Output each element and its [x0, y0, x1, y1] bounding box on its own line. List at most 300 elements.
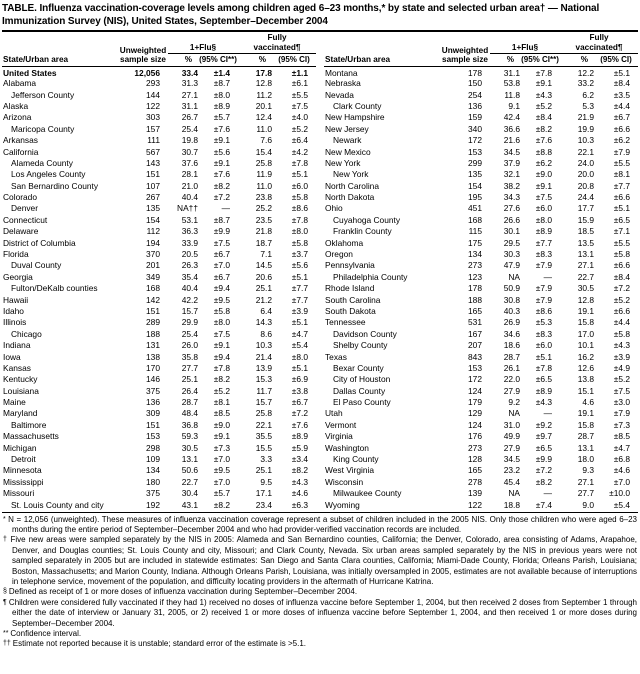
flu-pct-cell: 29.5	[503, 237, 520, 248]
flu-ci-cell: ±4.3	[535, 397, 552, 408]
fully-ci-cell: ±3.9	[291, 305, 308, 316]
sample-size-cell: 107	[146, 180, 160, 191]
sample-size-cell: 138	[146, 351, 160, 362]
area-cell: Philadelphia County	[333, 271, 408, 282]
area-cell: Utah	[325, 408, 343, 419]
table-row	[324, 465, 638, 476]
sample-size-cell: 109	[146, 454, 160, 465]
flu-pct-cell: 22.7	[181, 476, 198, 487]
flu-pct-cell: 49.9	[503, 431, 520, 442]
area-cell: Idaho	[3, 305, 24, 316]
sample-size-cell: 134	[146, 465, 160, 476]
sample-size-cell: 254	[468, 89, 482, 100]
flu-pct-cell: 53.8	[503, 78, 520, 89]
fully-ci-cell: ±8.5	[613, 431, 630, 442]
fully-pct-cell: 19.1	[577, 305, 594, 316]
sample-size-cell: 123	[468, 271, 482, 282]
flu-ci-cell: ±8.0	[213, 317, 230, 328]
sample-size-cell: 151	[146, 169, 160, 180]
area-cell: Nevada	[325, 89, 354, 100]
area-cell: Texas	[325, 351, 347, 362]
fully-ci-cell: ±7.7	[291, 283, 308, 294]
column-header-area: State/Urban area	[324, 32, 440, 66]
flu-pct-cell: 47.9	[503, 260, 520, 271]
area-cell: El Paso County	[333, 397, 391, 408]
fully-pct-cell: 9.3	[582, 465, 594, 476]
fully-ci-cell: ±5.5	[291, 89, 308, 100]
flu-pct-cell: 37.6	[181, 157, 198, 168]
area-cell: North Dakota	[325, 192, 375, 203]
fully-ci-cell: ±3.8	[291, 385, 308, 396]
column-header-fully-group	[560, 32, 638, 54]
fully-ci-cell: ±5.8	[613, 249, 630, 260]
fully-pct-cell: 15.8	[577, 317, 594, 328]
sample-size-cell: 122	[468, 499, 482, 510]
flu-ci-cell: ±8.2	[213, 180, 230, 191]
flu-ci-cell: ±8.0	[213, 89, 230, 100]
flu-pct-cell: 26.7	[181, 112, 198, 123]
flu-ci-cell: ±7.8	[535, 68, 552, 79]
sample-size-cell: 153	[468, 146, 482, 157]
flu-pct-cell: 30.5	[181, 442, 198, 453]
area-cell: Minnesota	[3, 465, 42, 476]
fully-ci-cell: ±3.9	[613, 351, 630, 362]
flu-pct-cell: 27.9	[503, 442, 520, 453]
sample-size-cell: 303	[146, 112, 160, 123]
area-cell: Chicago	[11, 328, 42, 339]
flu-ci-cell: ±7.9	[535, 283, 552, 294]
area-cell: New York	[325, 157, 361, 168]
table-row	[324, 283, 638, 294]
fully-ci-cell: ±5.8	[291, 192, 308, 203]
fully-ci-cell: ±5.4	[613, 499, 630, 510]
sample-size-cell: 112	[146, 226, 160, 237]
flu-ci-cell: ±9.1	[213, 431, 230, 442]
fully-ci-cell: ±6.6	[613, 192, 630, 203]
flu-pct-cell: 26.6	[503, 214, 520, 225]
table-row	[324, 157, 638, 168]
flu-pct-cell: 26.4	[181, 385, 198, 396]
fully-pct-cell: 11.0	[256, 123, 272, 134]
footnote-mark: *	[3, 515, 9, 523]
flu-pct-cell: 28.7	[181, 397, 198, 408]
table-row	[324, 385, 638, 396]
fully-ci-cell: ±7.8	[291, 214, 308, 225]
area-cell: Denver	[11, 203, 38, 214]
fully-ci-cell: ±5.1	[291, 362, 308, 373]
sample-size-cell: 153	[146, 431, 160, 442]
table-row	[2, 317, 316, 328]
flu-ci-cell: ±9.2	[535, 419, 552, 430]
fully-pct-cell: 25.1	[255, 283, 272, 294]
footnote	[3, 639, 637, 649]
table-row	[324, 146, 638, 157]
sample-size-cell: 267	[146, 192, 160, 203]
area-cell: City of Houston	[333, 374, 391, 385]
sample-size-cell: 340	[468, 123, 482, 134]
sample-size-cell: 143	[146, 157, 160, 168]
table-row	[2, 488, 316, 499]
fully-ci-cell: ±4.7	[291, 328, 308, 339]
fully-ci-cell: ±3.0	[613, 397, 630, 408]
column-header-fully-pct: %	[560, 54, 594, 67]
fully-pct-cell: 17.8	[255, 68, 272, 79]
fully-pct-cell: 14.3	[255, 317, 272, 328]
column-header-flu-ci: (95% CI**)	[520, 54, 560, 67]
area-cell: Maine	[3, 397, 26, 408]
sample-size-cell: 111	[147, 135, 160, 146]
fully-pct-cell: 15.4	[255, 146, 272, 157]
flu-ci-cell: ±9.9	[535, 454, 552, 465]
table-row	[2, 157, 316, 168]
sample-size-cell: 201	[146, 260, 160, 271]
table-row	[2, 112, 316, 123]
sample-size-cell: 207	[468, 340, 482, 351]
flu-pct-cell: 40.3	[503, 305, 520, 316]
fully-ci-cell: ±5.8	[291, 237, 308, 248]
table-row	[324, 499, 638, 510]
fully-pct-cell: 9.5	[260, 476, 272, 487]
area-cell: Milwaukee County	[333, 488, 402, 499]
flu-pct-cell: 13.1	[181, 454, 198, 465]
footnote-mark: ††	[3, 640, 13, 648]
fully-pct-cell: 22.1	[255, 419, 272, 430]
fully-ci-cell: ±6.8	[613, 454, 630, 465]
fully-ci-cell: ±7.2	[613, 283, 630, 294]
sample-size-cell: 309	[146, 408, 160, 419]
area-cell: Missouri	[3, 488, 35, 499]
sample-size-cell: 172	[468, 374, 482, 385]
table-row	[324, 454, 638, 465]
table-row	[324, 214, 638, 225]
flu-pct-cell: 50.9	[503, 283, 520, 294]
table-row	[2, 192, 316, 203]
flu-pct-cell: 27.6	[503, 203, 520, 214]
fully-ci-cell: ±6.6	[613, 260, 630, 271]
sample-size-cell: 139	[468, 488, 482, 499]
flu-ci-cell: ±5.7	[213, 488, 230, 499]
column-header-area: State/Urban area	[2, 32, 118, 66]
table-row	[2, 180, 316, 191]
flu-pct-cell: 50.6	[181, 465, 198, 476]
fully-pct-cell: 15.3	[255, 374, 272, 385]
area-cell: Pennsylvania	[325, 260, 375, 271]
fully-pct-cell: 14.5	[255, 260, 272, 271]
table-row	[2, 89, 316, 100]
flu-ci-cell: ±8.8	[535, 146, 552, 157]
flu-ci-cell: ±7.6	[535, 135, 552, 146]
flu-pct-cell: 25.4	[181, 328, 198, 339]
area-cell: North Carolina	[325, 180, 379, 191]
table-row	[2, 78, 316, 89]
area-cell: Montana	[325, 68, 358, 79]
fully-pct-cell: 19.1	[577, 408, 594, 419]
sample-size-cell: 135	[468, 169, 482, 180]
area-cell: Franklin County	[333, 226, 392, 237]
fully-ci-cell: ±7.2	[291, 408, 308, 419]
fully-pct-cell: 7.6	[260, 135, 272, 146]
fully-pct-cell: 11.0	[256, 180, 272, 191]
table-row	[324, 294, 638, 305]
flu-ci-cell: ±9.5	[213, 465, 230, 476]
fully-ci-cell: ±6.7	[291, 397, 308, 408]
fully-ci-cell: ±7.7	[613, 180, 630, 191]
flu-pct-cell: 42.4	[503, 112, 520, 123]
area-cell: Mississippi	[3, 476, 44, 487]
area-cell: Shelby County	[333, 340, 388, 351]
flu-ci-cell: ±7.7	[535, 237, 552, 248]
flu-ci-cell: ±7.5	[213, 237, 230, 248]
table-body-left	[2, 66, 316, 510]
flu-ci-cell: ±6.7	[213, 249, 230, 260]
fully-ci-cell: ±8.0	[291, 351, 308, 362]
flu-ci-cell: ±7.9	[535, 260, 552, 271]
column-header-fully-ci: (95% CI)	[272, 54, 316, 67]
fully-pct-cell: 17.7	[577, 203, 594, 214]
table-row	[324, 192, 638, 203]
flu-pct-cell: 34.5	[503, 454, 520, 465]
sample-size-cell: 157	[146, 123, 160, 134]
flu-pct-cell: 40.4	[181, 192, 198, 203]
sample-size-cell: 178	[468, 68, 482, 79]
sample-size-cell: 180	[146, 476, 160, 487]
table-title: TABLE. Influenza vaccination-coverage levels among children aged 6–23 months,* by state and selected urban area† — National Immunization Survey (NIS), United States, September–December 2004	[2, 3, 600, 27]
flu-pct-cell: 48.4	[181, 408, 198, 419]
flu-group-label: 1+Flu§	[511, 42, 539, 52]
table-row	[324, 112, 638, 123]
sample-size-cell: 168	[468, 214, 482, 225]
fully-pct-cell: 15.1	[577, 385, 594, 396]
sample-size-cell: 151	[146, 305, 160, 316]
table-row	[324, 271, 638, 282]
table-row	[324, 237, 638, 248]
fully-pct-cell: 9.0	[582, 499, 594, 510]
flu-ci-cell: ±8.9	[213, 100, 230, 111]
column-header-fully-group	[238, 32, 316, 54]
fully-pct-cell: 6.4	[260, 305, 272, 316]
column-header-flu-pct: %	[168, 54, 198, 67]
table-row	[324, 305, 638, 316]
footnote-text: N = 12,056 (unweighted). These measures of influenza vaccination coverage represent a subset of children included in the 2005 NIS. Only those children who were aged 6–23 months during the entire period of September–December 2004 and who had provider-verified vaccination records are included.	[8, 514, 638, 534]
fully-ci-cell: ±7.0	[613, 476, 630, 487]
fully-pct-cell: 27.1	[577, 260, 594, 271]
area-cell: Los Angeles County	[11, 169, 86, 180]
fully-pct-cell: 35.5	[255, 431, 272, 442]
table-right-half	[324, 32, 638, 511]
sample-size-cell: 146	[146, 374, 160, 385]
sample-size-cell: 293	[146, 78, 160, 89]
flu-pct-cell: 26.9	[503, 317, 520, 328]
flu-pct-cell: 30.8	[503, 294, 520, 305]
sample-size-cell: 124	[468, 385, 482, 396]
fully-pct-cell: 23.4	[255, 499, 272, 510]
area-cell: Cuyahoga County	[333, 214, 401, 225]
sample-size-cell: 188	[146, 328, 160, 339]
table-row	[2, 385, 316, 396]
table-row	[2, 66, 316, 77]
fully-pct-cell: 21.2	[255, 294, 272, 305]
fully-ci-cell: ±5.2	[291, 123, 308, 134]
area-cell: Baltimore	[11, 419, 47, 430]
flu-pct-cell: 27.7	[181, 362, 198, 373]
fully-pct-cell: 20.6	[255, 271, 272, 282]
flu-ci-cell: ±1.4	[213, 68, 230, 79]
data-table-right	[324, 32, 638, 511]
table-columns	[2, 32, 638, 511]
fully-ci-cell: ±7.5	[291, 100, 308, 111]
flu-ci-cell: ±7.5	[535, 192, 552, 203]
fully-ci-cell: ±5.1	[291, 169, 308, 180]
flu-pct-cell: 37.9	[503, 157, 520, 168]
fully-pct-cell: 25.8	[255, 408, 272, 419]
sample-size-cell: 375	[146, 488, 160, 499]
flu-pct-cell: 30.4	[181, 488, 198, 499]
flu-pct-cell: 53.1	[181, 214, 198, 225]
fully-ci-cell: ±7.1	[613, 226, 630, 237]
fully-ci-cell: ±7.9	[613, 408, 630, 419]
sample-size-cell: 843	[468, 351, 482, 362]
sample-size-cell: 159	[468, 112, 482, 123]
flu-ci-cell: ±7.6	[213, 169, 230, 180]
table-row	[2, 214, 316, 225]
sample-size-cell: 165	[468, 305, 482, 316]
table-row	[2, 431, 316, 442]
table-row	[324, 488, 638, 499]
fully-pct-cell: 28.7	[577, 431, 594, 442]
footnote-text: Estimate not reported because it is unstable; standard error of the estimate is >5.1.	[12, 639, 307, 649]
flu-ci-cell: ±9.4	[213, 283, 230, 294]
flu-ci-cell: ±5.3	[535, 317, 552, 328]
fully-pct-cell: 12.6	[577, 362, 594, 373]
fully-ci-cell: ±5.8	[613, 328, 630, 339]
column-header-sample: Unweighted sample size	[440, 32, 490, 66]
fully-pct-cell: 18.0	[577, 454, 594, 465]
table-row	[324, 419, 638, 430]
fully-pct-cell: 15.8	[577, 419, 594, 430]
flu-ci-cell: ±9.1	[213, 157, 230, 168]
flu-pct-cell: 18.6	[503, 340, 520, 351]
flu-pct-cell: 34.6	[503, 328, 520, 339]
table-row	[2, 340, 316, 351]
sample-size-cell: 122	[146, 100, 160, 111]
area-cell: Nebraska	[325, 78, 361, 89]
footnote-text: Five new areas were sampled separately by the NIS in 2005: Alameda and San Bernardino counties, California; the Denver, Colorado, area consisting of Adams, Arapahoe, Denver, and Douglas counties; St. Louis County and city, Missouri; and Clark County, Nevada. Six urban areas sampled separately by the NIS in previous years were not sampled separately in 2005 but are included in statewide estimates: San Diego and Santa Clara counties, California; Miami-Dade County, Florida; Orleans Parish, Louisiana; Boston, Massachusetts; and Marion County, Indiana. Although Orleans Parish, Louisiana, was initially oversampled in 2005, estimates are not available because of interruptions in telephone service, movement of the population, and difficulty locating providers in the aftermath of Hurricane Katrina.	[10, 535, 637, 586]
fully-ci-cell: ±6.4	[291, 135, 308, 146]
fully-ci-cell: ±6.3	[291, 499, 308, 510]
flu-pct-cell: NA††	[177, 203, 198, 214]
fully-ci-cell: ±5.2	[613, 374, 630, 385]
flu-pct-cell: 9.1	[508, 100, 520, 111]
table-row	[2, 408, 316, 419]
fully-pct-cell: 12.8	[577, 294, 594, 305]
area-cell: Washington	[325, 442, 369, 453]
area-cell: United States	[3, 68, 57, 79]
fully-pct-cell: 8.6	[260, 328, 272, 339]
table-row	[2, 294, 316, 305]
table-row	[324, 317, 638, 328]
table-row	[2, 260, 316, 271]
flu-ci-cell: ±7.9	[535, 294, 552, 305]
fully-pct-cell: 20.0	[577, 169, 594, 180]
flu-pct-cell: 30.1	[503, 226, 520, 237]
table-row	[2, 476, 316, 487]
table-row	[2, 419, 316, 430]
fully-pct-cell: 4.6	[582, 397, 594, 408]
flu-pct-cell: 36.3	[181, 226, 198, 237]
flu-pct-cell: 30.7	[181, 146, 198, 157]
flu-ci-cell: ±8.0	[535, 214, 552, 225]
table-row	[2, 169, 316, 180]
table-row	[324, 89, 638, 100]
table-row	[2, 442, 316, 453]
flu-ci-cell: ±7.3	[213, 442, 230, 453]
table-row	[324, 260, 638, 271]
area-cell: Maryland	[3, 408, 38, 419]
table-row	[2, 499, 316, 510]
sample-size-cell: 349	[146, 271, 160, 282]
flu-pct-cell: 28.1	[181, 169, 198, 180]
flu-ci-cell: ±8.7	[213, 78, 230, 89]
sample-size-cell: 192	[146, 499, 160, 510]
flu-ci-cell: ±5.8	[213, 305, 230, 316]
flu-pct-cell: 22.0	[503, 374, 520, 385]
footnote	[3, 629, 637, 639]
area-cell: Newark	[333, 135, 362, 146]
fully-ci-cell: ±4.3	[613, 340, 630, 351]
fully-pct-cell: 5.3	[582, 100, 594, 111]
fully-ci-cell: ±5.1	[613, 68, 630, 79]
flu-pct-cell: 34.3	[503, 192, 520, 203]
fully-pct-cell: 7.1	[260, 249, 272, 260]
flu-pct-cell: 26.3	[181, 260, 198, 271]
fully-ci-cell: ±5.1	[291, 271, 308, 282]
flu-ci-cell: ±9.1	[213, 340, 230, 351]
sample-size-cell: 273	[468, 260, 482, 271]
area-cell: New York	[333, 169, 369, 180]
column-header-flu-ci: (95% CI**)	[198, 54, 238, 67]
area-cell: Kentucky	[3, 374, 38, 385]
flu-ci-cell: ±8.9	[535, 385, 552, 396]
fully-ci-cell: ±7.9	[613, 146, 630, 157]
table-row	[324, 351, 638, 362]
fully-ci-cell: ±6.5	[613, 214, 630, 225]
table-row	[324, 135, 638, 146]
flu-pct-cell: 23.2	[503, 465, 520, 476]
table-row	[324, 100, 638, 111]
fully-ci-cell: ±5.1	[291, 317, 308, 328]
table-row	[324, 397, 638, 408]
flu-ci-cell: ±5.6	[213, 146, 230, 157]
fully-pct-cell: 22.1	[577, 146, 594, 157]
sample-size-cell: 289	[146, 317, 160, 328]
fully-pct-cell: 16.2	[577, 351, 594, 362]
flu-pct-cell: 31.1	[503, 68, 520, 79]
flu-ci-cell: ±8.6	[535, 305, 552, 316]
flu-pct-cell: 25.4	[181, 123, 198, 134]
flu-pct-cell: 43.1	[181, 499, 198, 510]
area-cell: Florida	[3, 249, 29, 260]
flu-ci-cell: —	[543, 488, 552, 499]
flu-ci-cell: —	[221, 203, 230, 214]
column-header-flu-pct: %	[490, 54, 520, 67]
fully-ci-cell: ±10.0	[609, 488, 630, 499]
fully-ci-cell: ±4.3	[291, 476, 308, 487]
fully-pct-cell: 10.3	[255, 340, 272, 351]
fully-pct-cell: 20.8	[577, 180, 594, 191]
area-cell: Rhode Island	[325, 283, 375, 294]
flu-pct-cell: 27.1	[181, 89, 198, 100]
sample-size-cell: 124	[468, 419, 482, 430]
